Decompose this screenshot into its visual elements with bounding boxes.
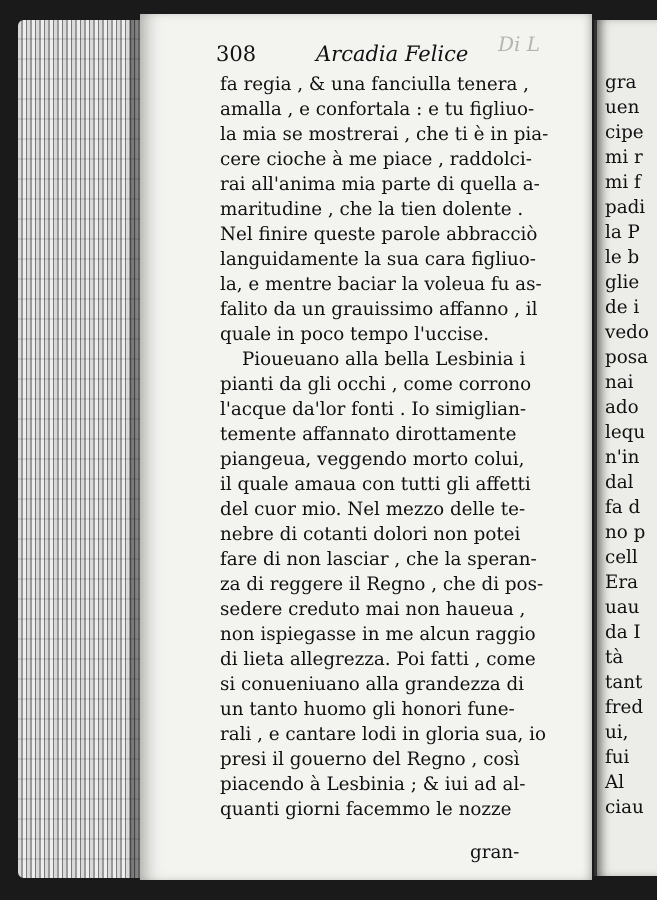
text-fragment: mi f: [605, 172, 641, 193]
text-fragment: la P: [605, 222, 640, 243]
catchword: gran-: [470, 842, 520, 863]
text-fragment: le b: [605, 247, 640, 268]
text-fragment: dal: [605, 472, 634, 493]
body-text: [220, 72, 570, 822]
text-line: cere cioche à me piace , raddolci-: [220, 149, 532, 170]
text-fragment: padi: [605, 197, 646, 218]
text-line: nebre di cotanti dolori non potei: [220, 524, 521, 545]
text-line: temente affannato dirottamente: [220, 424, 517, 445]
page-number: 308: [216, 42, 257, 66]
text-fragment: Al: [605, 772, 625, 793]
text-line: piangeua, veggendo morto colui,: [220, 449, 525, 470]
text-line: Nel finire queste parole abbracciò: [220, 224, 538, 245]
page-edges: [18, 20, 140, 878]
text-line: za di reggere il Regno , che di pos-: [220, 574, 544, 595]
text-fragment: uen: [605, 97, 640, 118]
text-line: la, e mentre baciar la voleua fu as-: [220, 274, 542, 295]
text-fragment: mi r: [605, 147, 643, 168]
text-fragment: uau: [605, 597, 640, 618]
text-fragment: no p: [605, 522, 646, 543]
text-line: falito da un grauissimo affanno , il: [220, 299, 538, 320]
text-fragment: n'in: [605, 447, 640, 468]
text-line: il quale amaua con tutti gli affetti: [220, 474, 531, 495]
text-line: un tanto huomo gli honori fune-: [220, 699, 515, 720]
text-line: presi il gouerno del Regno , così: [220, 749, 520, 770]
text-line: del cuor mio. Nel mezzo delle te-: [220, 499, 526, 520]
running-head: Arcadia Felice: [316, 42, 469, 66]
text-line: pianti da gli occhi , come corrono: [220, 374, 532, 395]
text-line: la mia se mostrerai , che ti è in pia-: [220, 124, 549, 145]
text-line: Pioueuano alla bella Lesbinia i: [242, 349, 526, 370]
text-fragment: ui,: [605, 722, 629, 743]
text-line: l'acque da'lor fonti . Io simiglian-: [220, 399, 527, 420]
text-line: maritudine , che la tien dolente .: [220, 199, 524, 220]
page-header: [216, 42, 546, 68]
text-fragment: vedo: [605, 322, 649, 343]
text-line: piacendo à Lesbinia ; & iui ad al-: [220, 774, 526, 795]
right-page-text: [605, 70, 649, 820]
text-line: rali , e cantare lodi in gloria sua, io: [220, 724, 546, 745]
text-fragment: cipe: [605, 122, 644, 143]
text-line: quale in poco tempo l'uccise.: [220, 324, 490, 345]
text-fragment: tà: [605, 647, 624, 668]
text-line: fare di non lasciar , che la speran-: [220, 549, 537, 570]
text-fragment: glie: [605, 272, 640, 293]
text-fragment: fa d: [605, 497, 641, 518]
text-fragment: nai: [605, 372, 634, 393]
show-through-text: Di L: [498, 32, 541, 56]
text-fragment: da I: [605, 622, 641, 643]
text-fragment: cell: [605, 547, 638, 568]
text-fragment: Era: [605, 572, 638, 593]
text-fragment: ado: [605, 397, 639, 418]
text-fragment: posa: [605, 347, 648, 368]
text-line: di lieta allegrezza. Poi fatti , come: [220, 649, 536, 670]
text-fragment: fred: [605, 697, 644, 718]
text-line: non ispiegasse in me alcun raggio: [220, 624, 536, 645]
text-line: si conueniuano alla grandezza di: [220, 674, 524, 695]
text-fragment: de i: [605, 297, 640, 318]
text-fragment: fui: [605, 747, 630, 768]
text-fragment: tant: [605, 672, 643, 693]
text-fragment: gra: [605, 72, 637, 93]
text-line: rai all'anima mia parte di quella a-: [220, 174, 540, 195]
text-line: amalla , e confortala : e tu figliuo-: [220, 99, 535, 120]
text-line: sedere creduto mai non haueua ,: [220, 599, 526, 620]
text-line: languidamente la sua cara figliuo-: [220, 249, 536, 270]
text-fragment: lequ: [605, 422, 646, 443]
left-page: [140, 14, 592, 880]
text-line: fa regia , & una fanciulla tenera ,: [220, 74, 529, 95]
text-fragment: ciau: [605, 797, 644, 818]
text-line: quanti giorni facemmo le nozze: [220, 799, 512, 820]
right-page-edge: [594, 20, 657, 876]
